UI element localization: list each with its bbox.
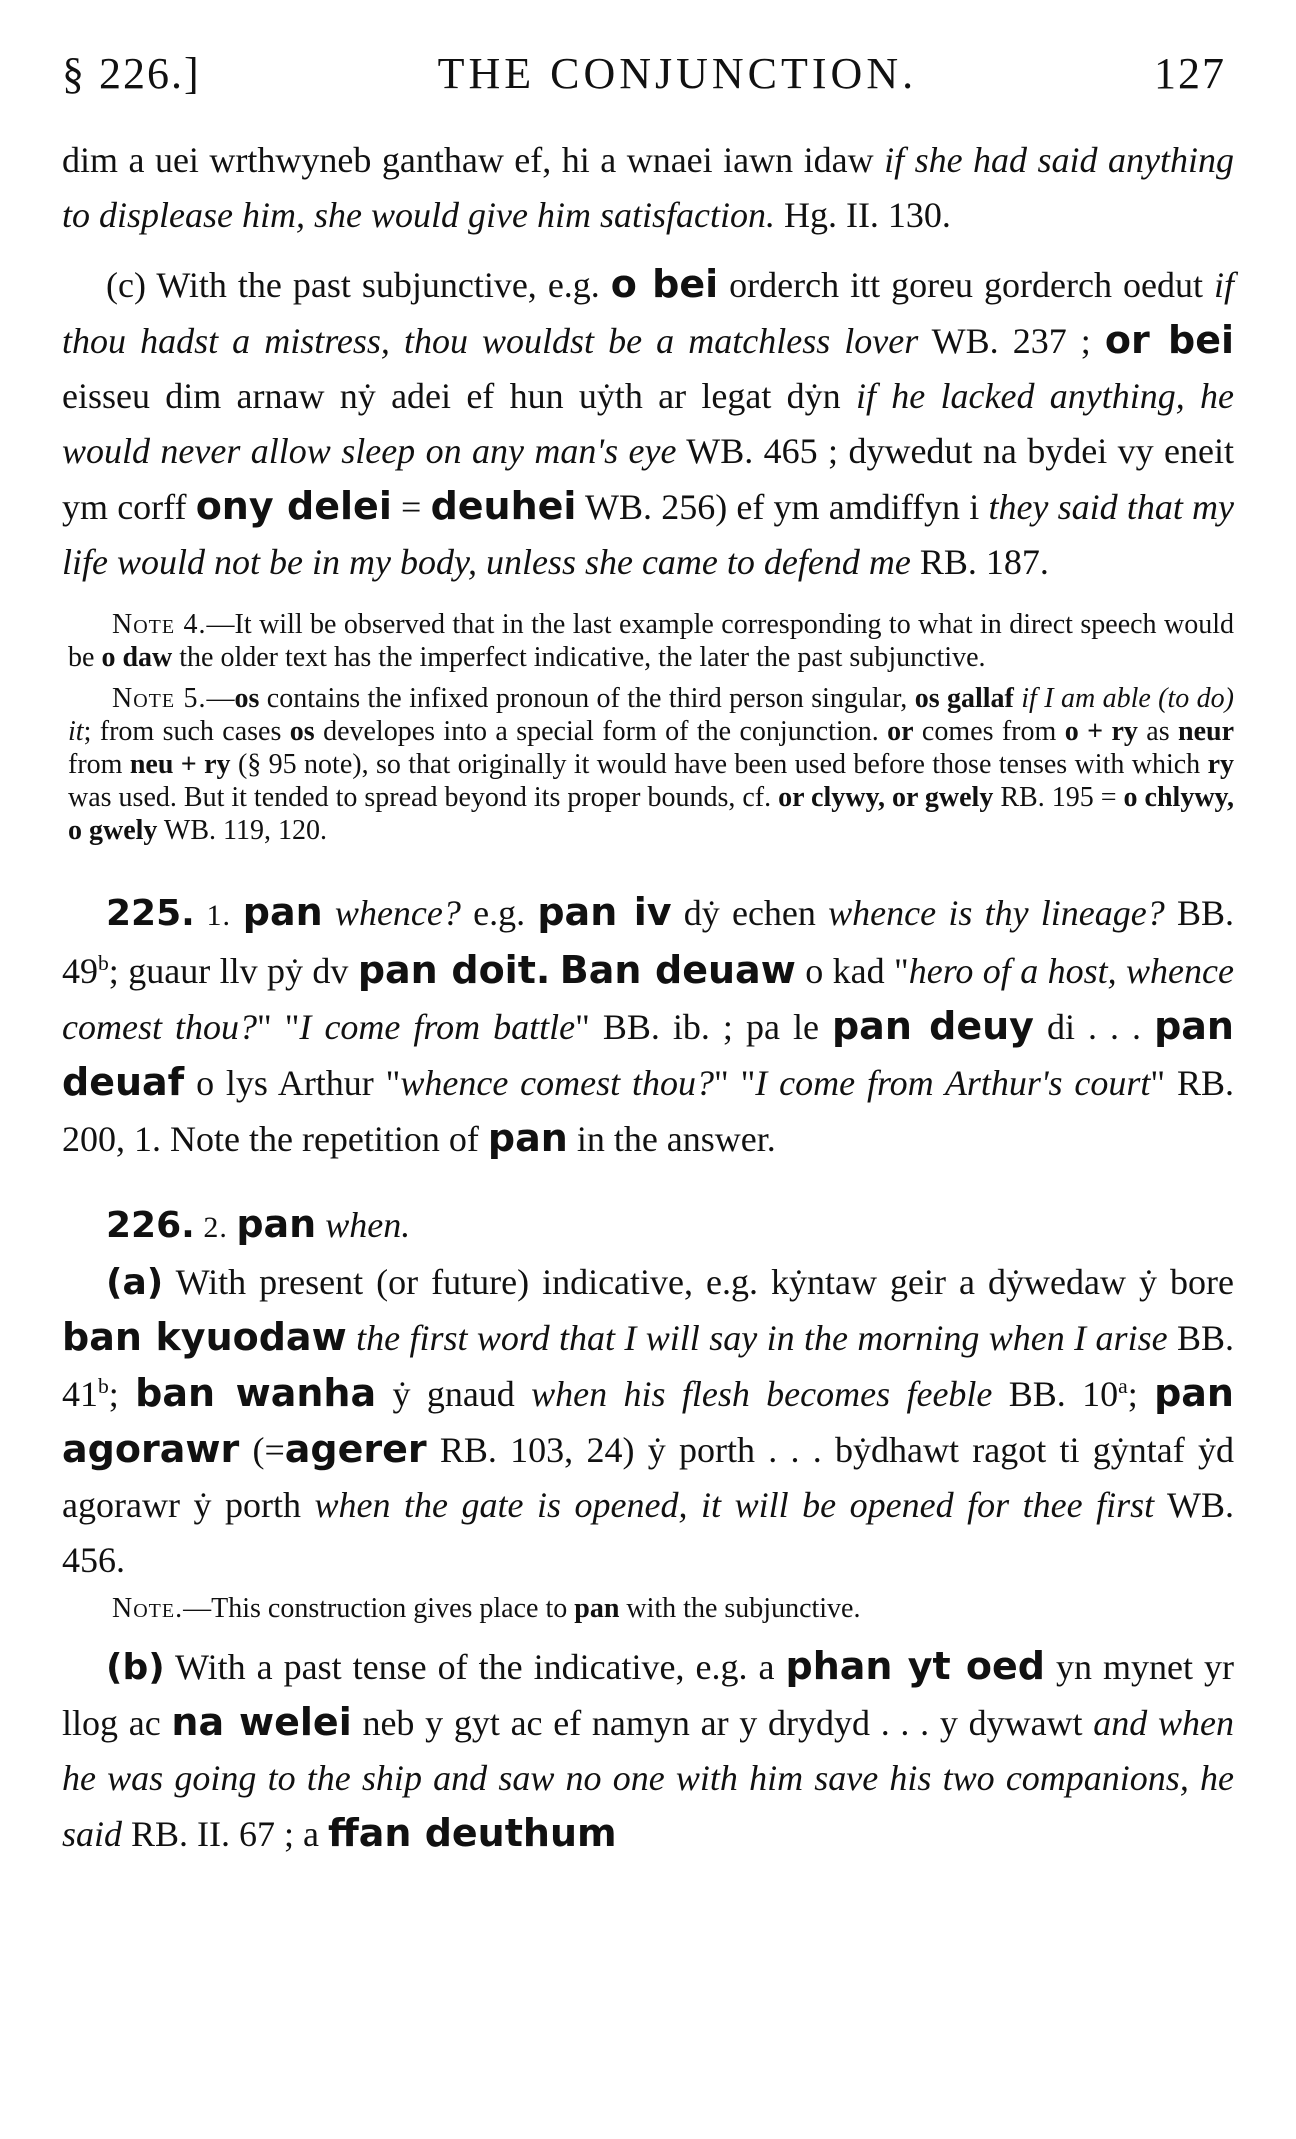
text-run: as bbox=[1137, 716, 1178, 747]
text-run: 2. bbox=[194, 1211, 237, 1244]
note-a bbox=[62, 1592, 1234, 1625]
text-run: when. bbox=[316, 1205, 411, 1245]
paragraph-c bbox=[62, 257, 1234, 590]
text-run: — bbox=[206, 683, 235, 714]
text-run: b bbox=[98, 951, 109, 975]
text-run: or bbox=[887, 716, 914, 747]
text-run: ban kyuodaw bbox=[62, 1315, 347, 1359]
text-run: di . . . bbox=[1033, 1007, 1155, 1047]
text-run: ffan deuthum bbox=[328, 1811, 617, 1855]
text-run: agerer bbox=[284, 1427, 427, 1471]
header-title: THE CONJUNCTION. bbox=[437, 49, 918, 98]
subsection-label-c: (c) bbox=[106, 265, 146, 305]
section-number-225: 225. bbox=[106, 893, 195, 934]
text-run: pan bbox=[487, 1116, 568, 1160]
text-run: ry bbox=[1207, 749, 1234, 780]
text-run: o kad " bbox=[795, 951, 909, 991]
text-run: deuhei bbox=[430, 484, 577, 528]
text-run: RB. 103, 24) ẏ porth . . . bẏdhawt ragot ti gẏntaf ẏd agorawr ẏ porth bbox=[62, 1430, 1234, 1525]
text-run: " RB. 200, 1. Note the repetition of bbox=[62, 1063, 1235, 1159]
text-run: " " bbox=[257, 1007, 300, 1047]
running-header bbox=[62, 48, 1226, 99]
paragraph-b bbox=[62, 1639, 1234, 1862]
text-run: I come from Arthur's court bbox=[755, 1063, 1151, 1103]
text-run: whence comest thou? bbox=[400, 1063, 715, 1103]
page-number: 127 bbox=[1154, 49, 1226, 98]
text-run: whence is thy lineage? bbox=[828, 893, 1165, 933]
text-run: o lys Arthur " bbox=[184, 1063, 401, 1103]
text-run: os bbox=[234, 683, 260, 714]
text-run: RB. II. 67 ; a bbox=[122, 1814, 328, 1854]
text-run: when his flesh becomes feeble bbox=[531, 1374, 993, 1414]
text-run: RB. 195 = bbox=[993, 782, 1124, 813]
text-run: ; from such cases bbox=[83, 716, 290, 747]
text-run: eisseu dim arnaw nẏ adei ef hun uẏth ar legat dẏn bbox=[62, 376, 856, 416]
text-run: comes from bbox=[913, 716, 1065, 747]
text-run: and when he was going to the ship and saw no one with him save his two companions, he said bbox=[62, 1703, 1234, 1854]
text-run: orderch itt goreu gorderch oedut bbox=[718, 265, 1214, 305]
text-run: hero of a host, whence comest thou? bbox=[62, 951, 1234, 1047]
text-run: —This construction gives place to bbox=[183, 1593, 575, 1624]
text-run: o chlywy, o gwely bbox=[68, 782, 1234, 846]
text-run: contains the infixed pronoun of the third person singular, bbox=[259, 683, 915, 714]
text-run: (§ 95 note), so that originally it would have been used before those tenses with which bbox=[230, 749, 1208, 780]
text-run: Hg. II. 130. bbox=[774, 195, 951, 235]
text-run: o daw bbox=[101, 642, 173, 673]
text-run: Note 4. bbox=[112, 609, 207, 640]
text-run: pan deuaf bbox=[62, 1004, 1234, 1104]
note-5 bbox=[62, 682, 1234, 847]
text-run: os gallaf bbox=[914, 683, 1014, 714]
text-run: Note 5. bbox=[112, 683, 207, 714]
text-run: neur bbox=[1178, 716, 1234, 747]
text-run: or clywy, or gwely bbox=[778, 782, 994, 813]
text-run: Ban deuaw bbox=[559, 948, 796, 992]
text-run: pan bbox=[574, 1593, 620, 1624]
text-run: neb y gyt ac ef namyn ar y drydyd . . . y dywawt bbox=[351, 1703, 1094, 1743]
text-run: in the answer. bbox=[567, 1119, 776, 1159]
text-run: WB. 465 ; dywedut na bydei vy eneit ym corff bbox=[62, 431, 1234, 527]
text-run: the first word that I will say in the morning when I arise bbox=[346, 1318, 1168, 1358]
text-run: if she had said anything to displease him, she would give him satisfaction. bbox=[62, 140, 1234, 235]
text-run: o + ry bbox=[1064, 716, 1138, 747]
text-run: —It will be observed that in the last example corresponding to what in direct speech would be bbox=[68, 609, 1234, 673]
text-run: pan agorawr bbox=[62, 1371, 1234, 1471]
text-run: na welei bbox=[171, 1700, 352, 1744]
text-run: whence? bbox=[322, 893, 461, 933]
text-run bbox=[550, 951, 559, 991]
text-run: " " bbox=[714, 1063, 756, 1103]
text-run: pan bbox=[242, 890, 323, 934]
text-run: ban wanha bbox=[135, 1371, 377, 1415]
text-run: os bbox=[289, 716, 315, 747]
text-run: pan doit. bbox=[357, 948, 551, 992]
text-run: WB. 119, 120. bbox=[157, 815, 327, 846]
text-run: yn mynet yr llog ac bbox=[62, 1647, 1234, 1743]
text-run: or bei bbox=[1104, 318, 1235, 362]
header-section: § 226.] bbox=[62, 49, 201, 98]
paragraph-a bbox=[62, 1255, 1234, 1588]
subsection-label-a: (a) bbox=[106, 1262, 164, 1303]
text-run: BB. 41 bbox=[62, 1318, 1234, 1414]
text-run: = bbox=[391, 487, 431, 527]
text-run: a bbox=[1118, 1374, 1128, 1398]
subsection-label-b: (b) bbox=[106, 1647, 165, 1688]
text-run: WB. 456. bbox=[62, 1485, 1235, 1580]
section-225 bbox=[62, 885, 1234, 1167]
text-run: With a past tense of the indicative, e.g. a bbox=[164, 1647, 786, 1687]
text-run: With the past subjunctive, e.g. bbox=[145, 265, 611, 305]
text-run: b bbox=[98, 1374, 109, 1398]
text-run: I come from battle bbox=[299, 1007, 576, 1047]
text-run: when the gate is opened, it will be opened for thee first bbox=[314, 1485, 1155, 1525]
text-run: " BB. ib. ; pa le bbox=[575, 1007, 832, 1047]
text-run: ; guaur llv pẏ dv bbox=[108, 951, 358, 991]
text-run: ; bbox=[108, 1374, 136, 1414]
note-4 bbox=[62, 608, 1234, 674]
text-run: With present (or future) indicative, e.g. kẏntaw geir a dẏwedaw ẏ bore bbox=[163, 1262, 1234, 1302]
text-run: if he lacked anything, he would never allow sleep on any man's eye bbox=[62, 376, 1235, 471]
paragraph-continuation bbox=[62, 133, 1234, 243]
text-run: pan iv bbox=[537, 890, 672, 934]
text-run: was used. But it tended to spread beyond its proper bounds, cf. bbox=[68, 782, 779, 813]
text-run: Note. bbox=[112, 1593, 184, 1624]
text-run: pan bbox=[236, 1202, 317, 1246]
text-run: if thou hadst a mistress, thou wouldst be a matchless lover bbox=[62, 265, 1234, 361]
text-run: developes into a special form of the conjunction. bbox=[314, 716, 888, 747]
text-run: pan deuy bbox=[831, 1004, 1034, 1048]
text-run: RB. 187. bbox=[910, 542, 1049, 582]
text-run: BB. 10 bbox=[992, 1374, 1119, 1414]
text-run: ; bbox=[1127, 1374, 1155, 1414]
text-run: BB. 49 bbox=[62, 893, 1235, 991]
text-run: dẏ echen bbox=[671, 893, 829, 933]
text-run: neu + ry bbox=[129, 749, 231, 780]
section-226-heading bbox=[62, 1197, 1234, 1255]
text-run: o bei bbox=[610, 262, 719, 306]
text-run: they said that my life would not be in my body, unless she came to defend me bbox=[62, 487, 1234, 582]
text-run: if I am able (to do) it bbox=[68, 683, 1234, 747]
text-run: with the subjunctive. bbox=[619, 1593, 861, 1624]
text-run: WB. 256) ef ym amdiffyn i bbox=[576, 487, 989, 527]
text-run: from bbox=[68, 749, 130, 780]
text-run: (= bbox=[239, 1430, 285, 1470]
text-run: ony delei bbox=[195, 484, 392, 528]
text-run: 1. bbox=[194, 899, 243, 932]
section-number-226: 226. bbox=[106, 1205, 195, 1246]
text-run: phan yt oed bbox=[785, 1644, 1045, 1688]
text-run: ẏ gnaud bbox=[376, 1374, 532, 1414]
text-run: the older text has the imperfect indicative, the later the past subjunctive. bbox=[172, 642, 986, 673]
text-run: e.g. bbox=[460, 893, 538, 933]
text-run: WB. 237 ; bbox=[918, 321, 1105, 361]
text-run: dim a uei wrthwyneb ganthaw ef, hi a wnaei iawn idaw bbox=[62, 140, 885, 180]
